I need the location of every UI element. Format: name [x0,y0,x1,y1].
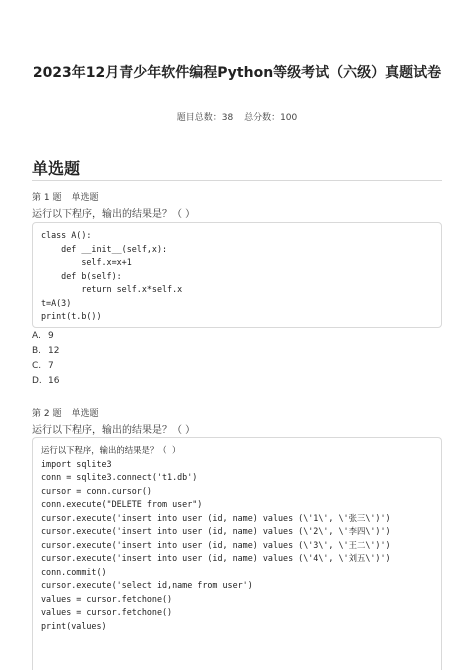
question-1-option-d[interactable] [32,376,59,386]
option-label: C. [32,361,42,371]
question-1-option-a[interactable] [32,331,54,341]
question-1-option-c[interactable] [32,361,54,371]
question-2-number: 第 2 题 [32,409,62,419]
code-line: conn.execute("DELETE from user") [41,499,203,509]
code-line: conn.commit() [41,566,107,577]
total-questions: 题目总数：38 [176,113,234,123]
code-line: 运行以下程序，输出的结果是？（ ） [41,445,181,455]
code-line: cursor.execute('insert into user (id, name) values (\'1\', \'张三\')') [41,512,391,523]
question-1-type: 单选题 [71,193,99,203]
code-line: class A(): [41,230,92,240]
code-line: cursor.execute('insert into user (id, name) values (\'3\', \'王二\')') [41,539,391,550]
code-line: print(values) [41,620,107,631]
code-line: print(t.b()) [41,311,102,321]
question-1-code [32,222,442,328]
question-1-text: 运行以下程序，输出的结果是？（ ） [32,209,196,220]
question-2-text: 运行以下程序，输出的结果是？（ ） [32,425,196,436]
exam-title: 2023年12月青少年软件编程Python等级考试（六级）真题试卷 [32,65,442,81]
question-1-number: 第 1 题 [32,193,62,203]
question-1-option-b[interactable] [32,346,59,356]
option-value: 16 [48,376,60,386]
code-line: cursor.execute('insert into user (id, name) values (\'2\', \'李四\')') [41,526,391,536]
code-line: t=A(3) [41,297,72,308]
code-line: self.x=x+1 [41,257,132,267]
option-value: 7 [48,361,54,371]
code-line: cursor.execute('select id,name from user') [41,580,253,590]
code-line: return self.x*self.x [41,284,183,294]
exam-summary [0,110,474,123]
option-value: 12 [48,346,60,356]
option-label: B. [32,346,42,356]
code-line: def __init__(self,x): [41,243,168,254]
option-label: D. [32,376,42,386]
code-line: values = cursor.fetchone() [41,607,173,617]
code-line: values = cursor.fetchone() [41,593,173,604]
code-line: def b(self): [41,270,122,281]
option-value: 9 [48,331,54,341]
code-line: import sqlite3 [41,458,112,469]
question-2-header [32,406,98,419]
section-divider [32,180,442,181]
code-line: cursor = conn.cursor() [41,485,152,496]
section-title: 单选题 [32,159,81,178]
code-line: cursor.execute('insert into user (id, name) values (\'4\', \'刘五\')') [41,553,391,563]
question-2-code [32,437,442,670]
total-score: 总分数：100 [244,113,298,123]
question-1-header [32,190,98,203]
question-2-type: 单选题 [71,409,99,419]
option-label: A. [32,331,41,341]
code-line: conn = sqlite3.connect('t1.db') [41,472,198,482]
